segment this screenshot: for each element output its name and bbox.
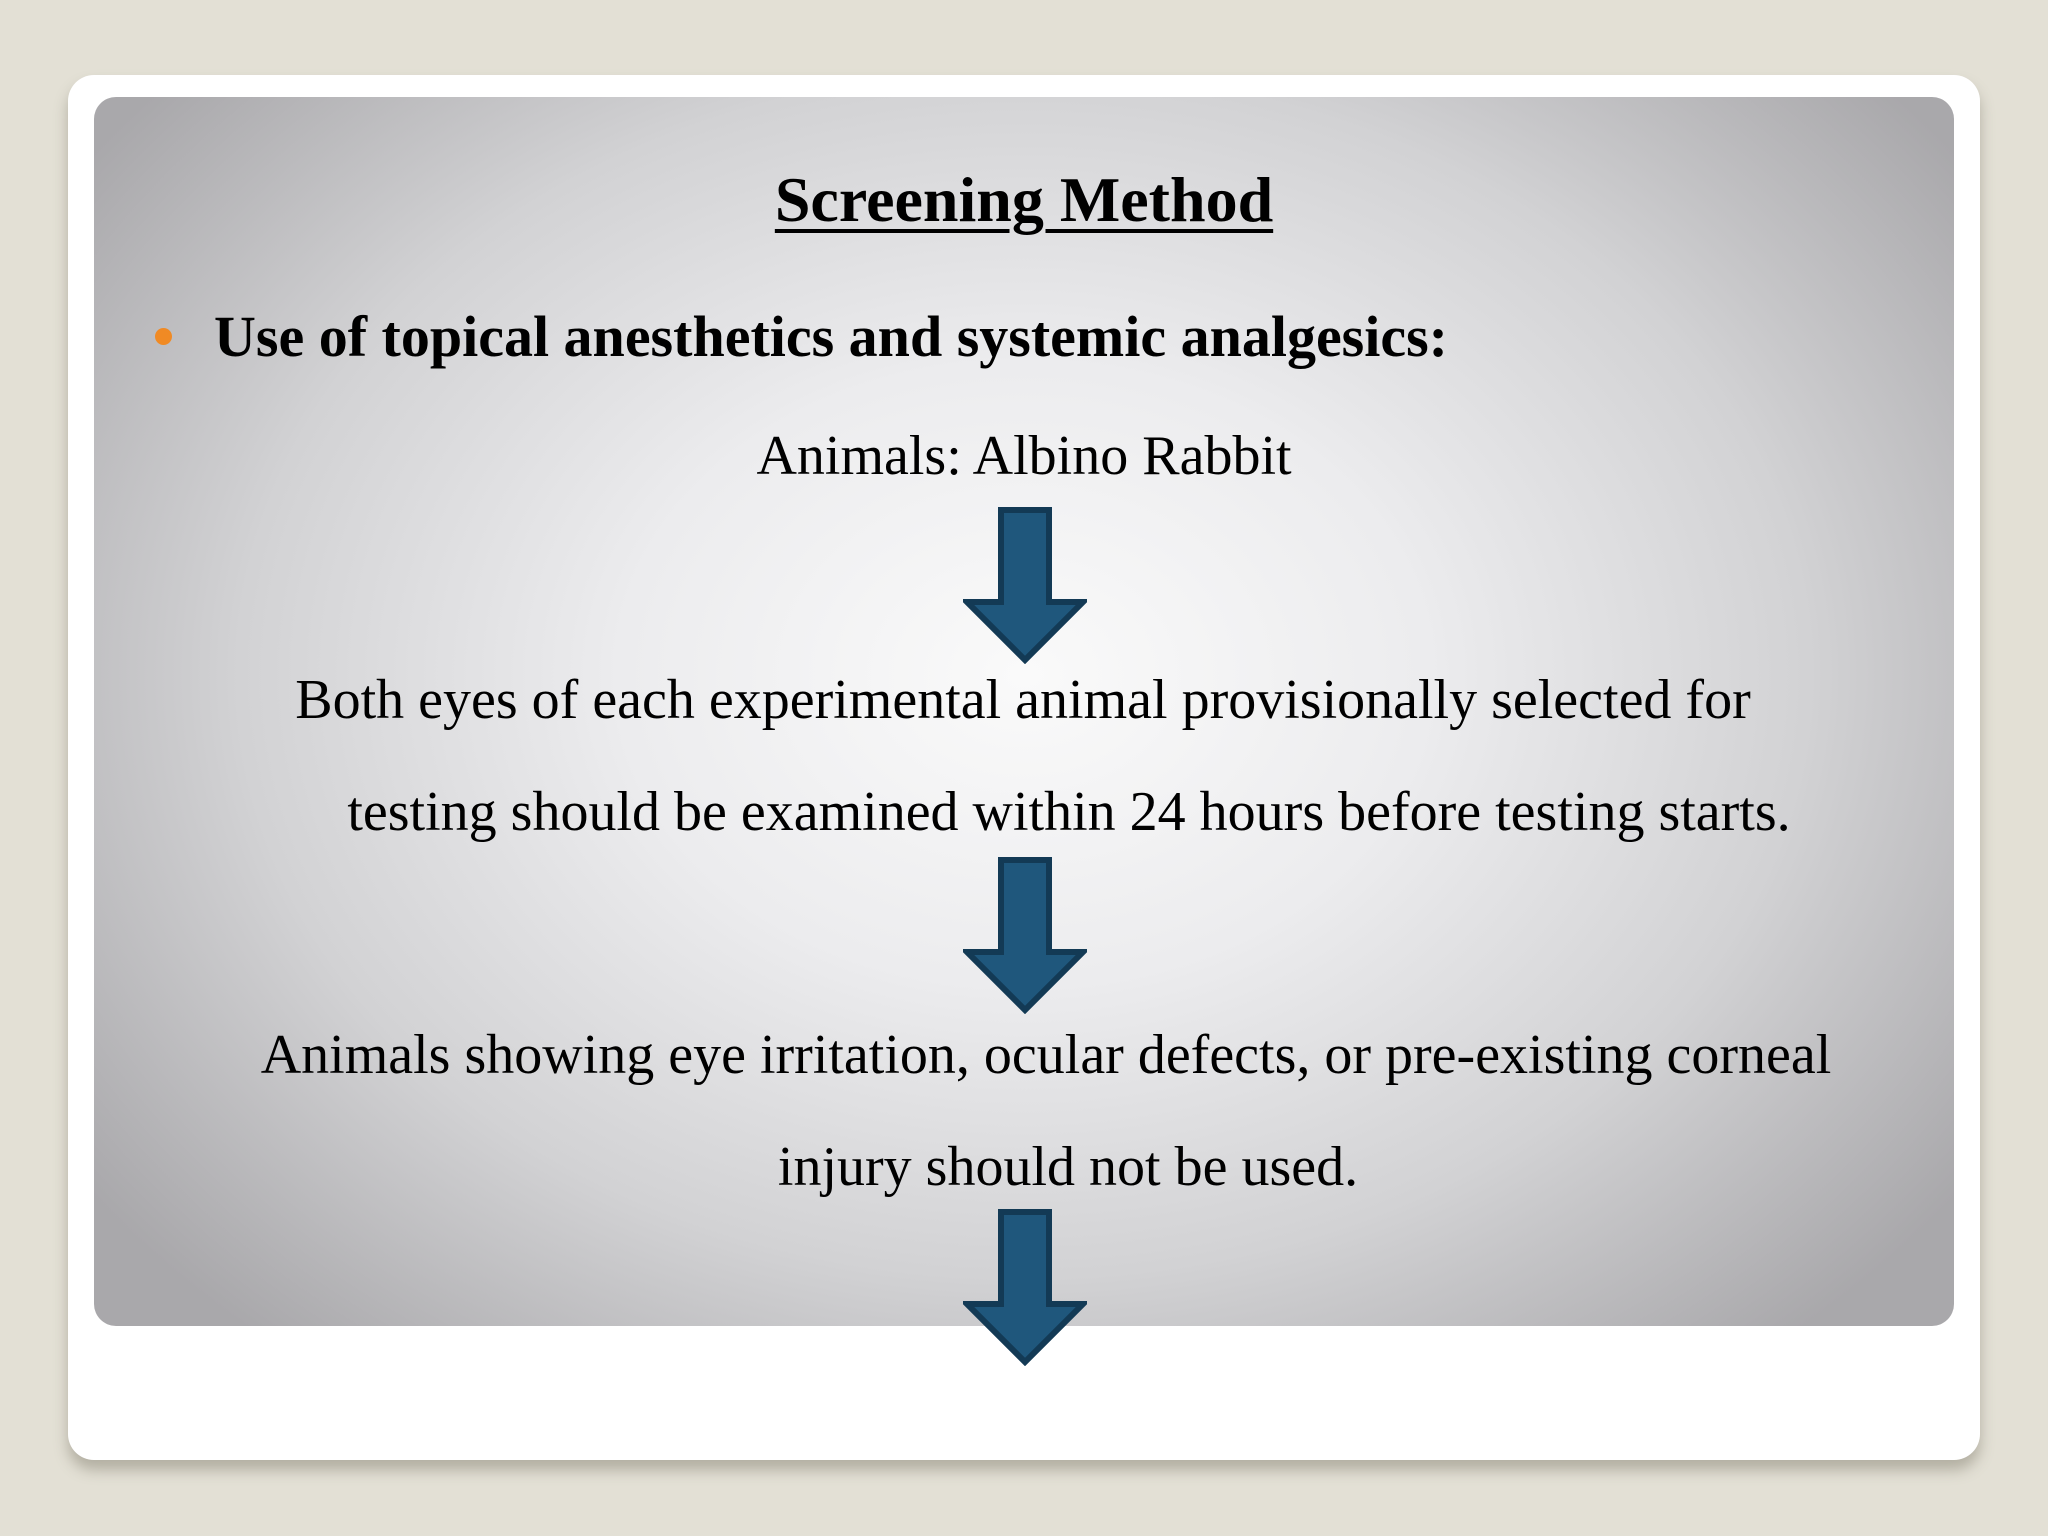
- bullet-dot-icon: [155, 328, 172, 345]
- down-arrow-icon: [963, 506, 1087, 664]
- step-3-text-line-2: injury should not be used.: [777, 1136, 1359, 1198]
- bullet-item: [155, 304, 1448, 368]
- bullet-text: Use of topical anesthetics and systemic analgesics:: [214, 303, 1449, 369]
- slide-title-text: Screening Method: [774, 164, 1274, 235]
- down-arrow-icon: [963, 856, 1087, 1014]
- down-arrow-icon: [963, 1208, 1087, 1366]
- slide-title: [0, 164, 2048, 235]
- step-1-text: Animals: Albino Rabbit: [756, 425, 1292, 487]
- step-3-text-line-1: Animals showing eye irritation, ocular defects, or pre-existing corneal: [260, 1024, 1832, 1086]
- step-2-text-line-2: testing should be examined within 24 hours before testing starts.: [347, 781, 1791, 843]
- step-2-text-line-1: Both eyes of each experimental animal provisionally selected for: [295, 669, 1751, 731]
